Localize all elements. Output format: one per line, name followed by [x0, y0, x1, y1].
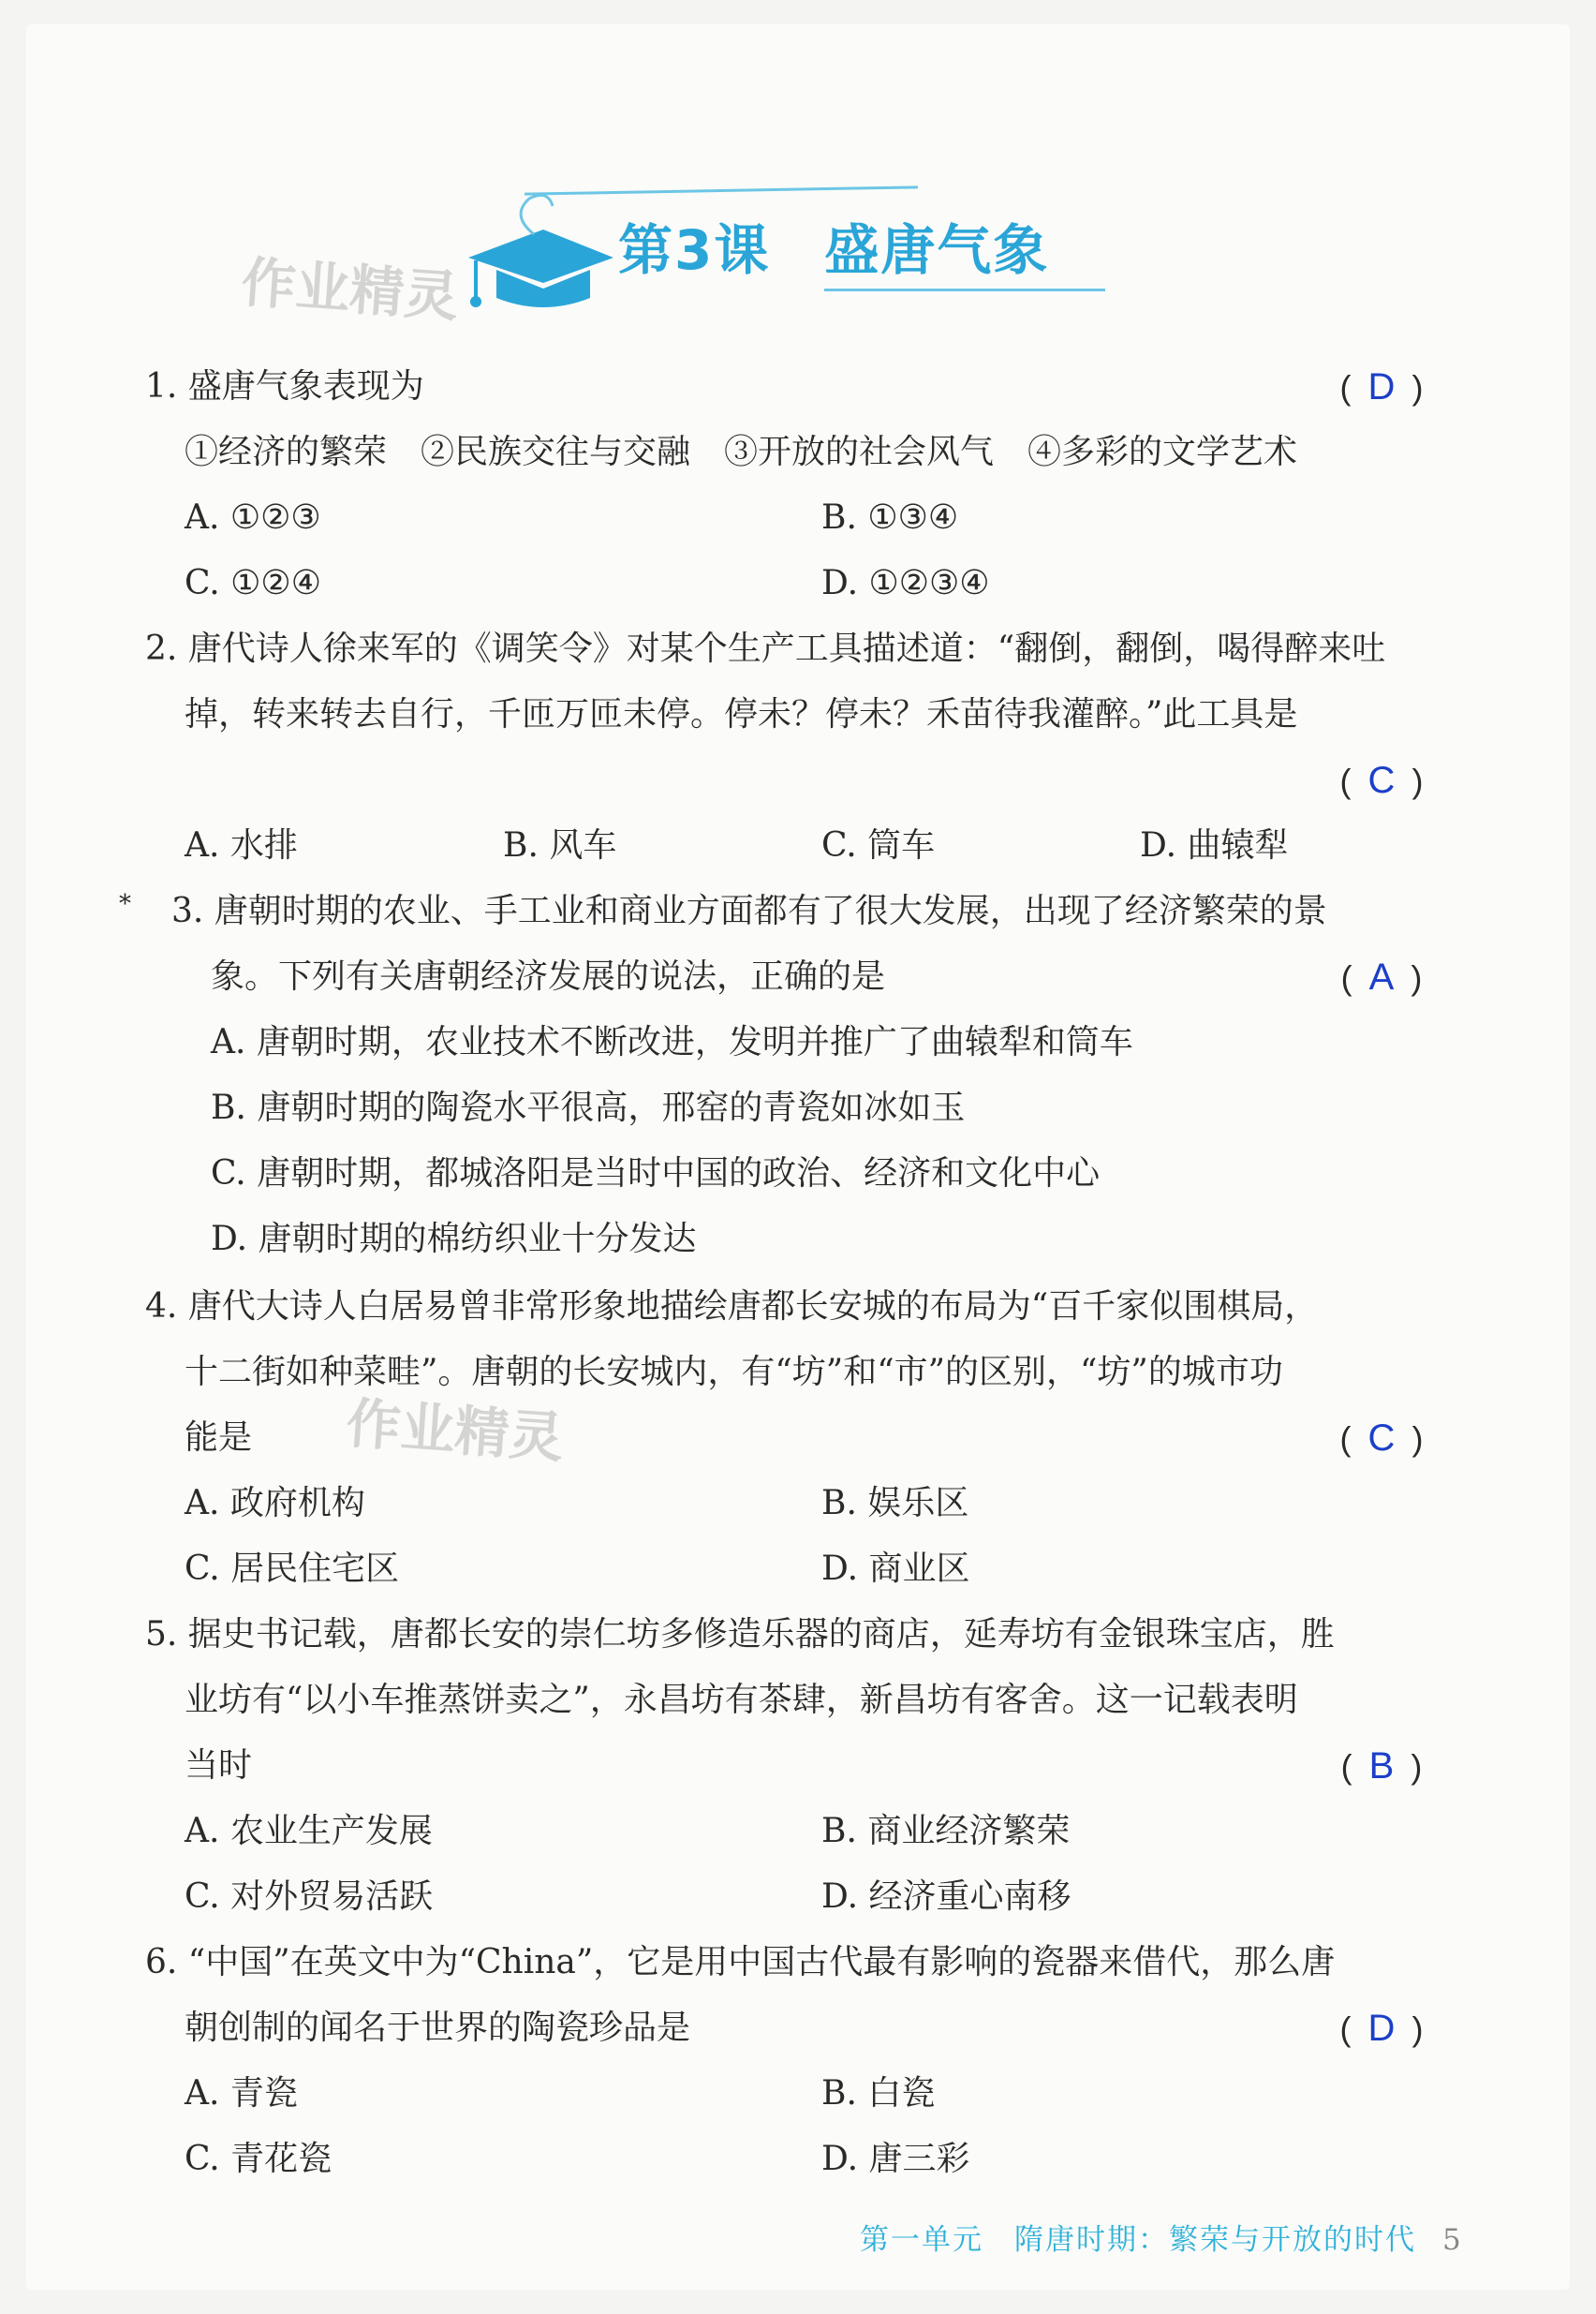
- question-stem: 十二街如种菜畦”。唐朝的长安城内，有“坊”和“市”的区别，“坊”的城市功: [185, 1353, 1283, 1391]
- option-a[interactable]: A. 唐朝时期，农业技术不断改进，发明并推广了曲辕犁和筒车: [211, 1023, 1133, 1061]
- question-stem: 掉，转来转去自行，千匝万匝未停。停未？停未？禾苗待我灌醉。”此工具是: [185, 695, 1298, 734]
- question-stem: 4. 唐代大诗人白居易曾非常形象地描绘唐都长安城的布局为“百千家似围棋局，: [145, 1287, 1319, 1326]
- option-c[interactable]: C. ①②④: [185, 564, 321, 602]
- answer-value: B: [1368, 1745, 1395, 1787]
- question-stem: 朝创制的闻名于世界的陶瓷珍品是: [185, 2009, 691, 2047]
- option-c[interactable]: C. 唐朝时期，都城洛阳是当时中国的政治、经济和文化中心: [211, 1154, 1101, 1193]
- lesson-title: [618, 206, 1049, 285]
- star-mark: *: [119, 890, 131, 918]
- header-deco-line: [824, 289, 1105, 291]
- option-b[interactable]: B. 娱乐区: [821, 1484, 969, 1522]
- answer-bracket: ( D ): [1339, 366, 1424, 408]
- option-c[interactable]: C. 对外贸易活跃: [185, 1877, 434, 1916]
- answer-bracket: ( C ): [1339, 1417, 1424, 1459]
- answer-value: D: [1367, 366, 1396, 408]
- question-2: [145, 616, 1438, 879]
- lesson-number: 第3课: [618, 218, 771, 282]
- option-d[interactable]: D. 曲辕犁: [1140, 826, 1289, 865]
- question-6: [145, 1930, 1438, 2192]
- option-d[interactable]: D. 商业区: [821, 1550, 970, 1588]
- answer-value: D: [1367, 2008, 1396, 2049]
- question-stem: 能是: [185, 1418, 253, 1457]
- answer-value: A: [1368, 957, 1395, 998]
- option-d[interactable]: D. 唐三彩: [821, 2140, 970, 2178]
- option-c[interactable]: C. 筒车: [821, 826, 936, 865]
- question-1: [145, 354, 1438, 616]
- question-5: [145, 1602, 1438, 1930]
- page-number: 5: [1442, 2223, 1463, 2257]
- question-stem: 象。下列有关唐朝经济发展的说法，正确的是: [211, 957, 886, 996]
- option-a[interactable]: A. ①②③: [185, 498, 321, 537]
- option-d[interactable]: D. 经济重心南移: [821, 1877, 1071, 1916]
- page-footer: [860, 2216, 1463, 2258]
- question-3: [119, 879, 1438, 1272]
- lesson-name: 盛唐气象: [824, 218, 1050, 282]
- unit-title: 第一单元 隋唐时期：繁荣与开放的时代: [860, 2223, 1416, 2257]
- option-d[interactable]: D. ①②③④: [821, 564, 990, 602]
- question-stem: ①经济的繁荣 ②民族交往与交融 ③开放的社会风气 ④多彩的文学艺术: [185, 433, 1298, 471]
- answer-bracket: ( D ): [1339, 2008, 1424, 2049]
- option-b[interactable]: B. 风车: [503, 826, 617, 865]
- answer-value: C: [1367, 760, 1396, 801]
- option-a[interactable]: A. 水排: [185, 826, 298, 865]
- lesson-header: [487, 178, 1105, 309]
- question-stem: 5. 据史书记载，唐都长安的崇仁坊多修造乐器的商店，延寿坊有金银珠宝店，胜: [145, 1615, 1335, 1654]
- option-c[interactable]: C. 居民住宅区: [185, 1550, 400, 1588]
- question-stem: 3. 唐朝时期的农业、手工业和商业方面都有了很大发展，出现了经济繁荣的景: [171, 892, 1327, 930]
- question-stem: 2. 唐代诗人徐来军的《调笑令》对某个生产工具描述道：“翻倒，翻倒，喝得醉来吐: [145, 630, 1386, 668]
- option-d[interactable]: D. 唐朝时期的棉纺织业十分发达: [211, 1220, 697, 1258]
- question-stem: 当时: [185, 1746, 253, 1785]
- watermark: 作业精灵: [239, 249, 461, 329]
- option-b[interactable]: B. 商业经济繁荣: [821, 1812, 1071, 1850]
- option-a[interactable]: A. 青瓷: [185, 2074, 298, 2113]
- swirl-deco-icon: [506, 187, 562, 244]
- question-4: [145, 1274, 1438, 1602]
- option-a[interactable]: A. 农业生产发展: [185, 1812, 433, 1850]
- answer-bracket: ( C ): [1339, 760, 1424, 801]
- question-stem: 1. 盛唐气象表现为: [145, 367, 424, 406]
- question-stem: 6. “中国”在英文中为“China”，它是用中国古代最有影响的瓷器来借代，那么唐: [145, 1943, 1336, 1981]
- answer-bracket: ( A ): [1340, 957, 1423, 998]
- option-c[interactable]: C. 青花瓷: [185, 2140, 332, 2178]
- answer-bracket: ( B ): [1340, 1745, 1423, 1787]
- option-b[interactable]: B. 白瓷: [821, 2074, 936, 2113]
- watermark: 作业精灵: [344, 1390, 566, 1470]
- answer-value: C: [1367, 1417, 1396, 1459]
- option-b[interactable]: B. ①③④: [821, 498, 959, 537]
- option-b[interactable]: B. 唐朝时期的陶瓷水平很高，邢窑的青瓷如冰如玉: [211, 1089, 966, 1127]
- header-deco-line: [525, 185, 918, 195]
- option-a[interactable]: A. 政府机构: [185, 1484, 365, 1522]
- question-stem: 业坊有“以小车推蒸饼卖之”，永昌坊有茶肆，新昌坊有客舍。这一记载表明: [185, 1681, 1298, 1719]
